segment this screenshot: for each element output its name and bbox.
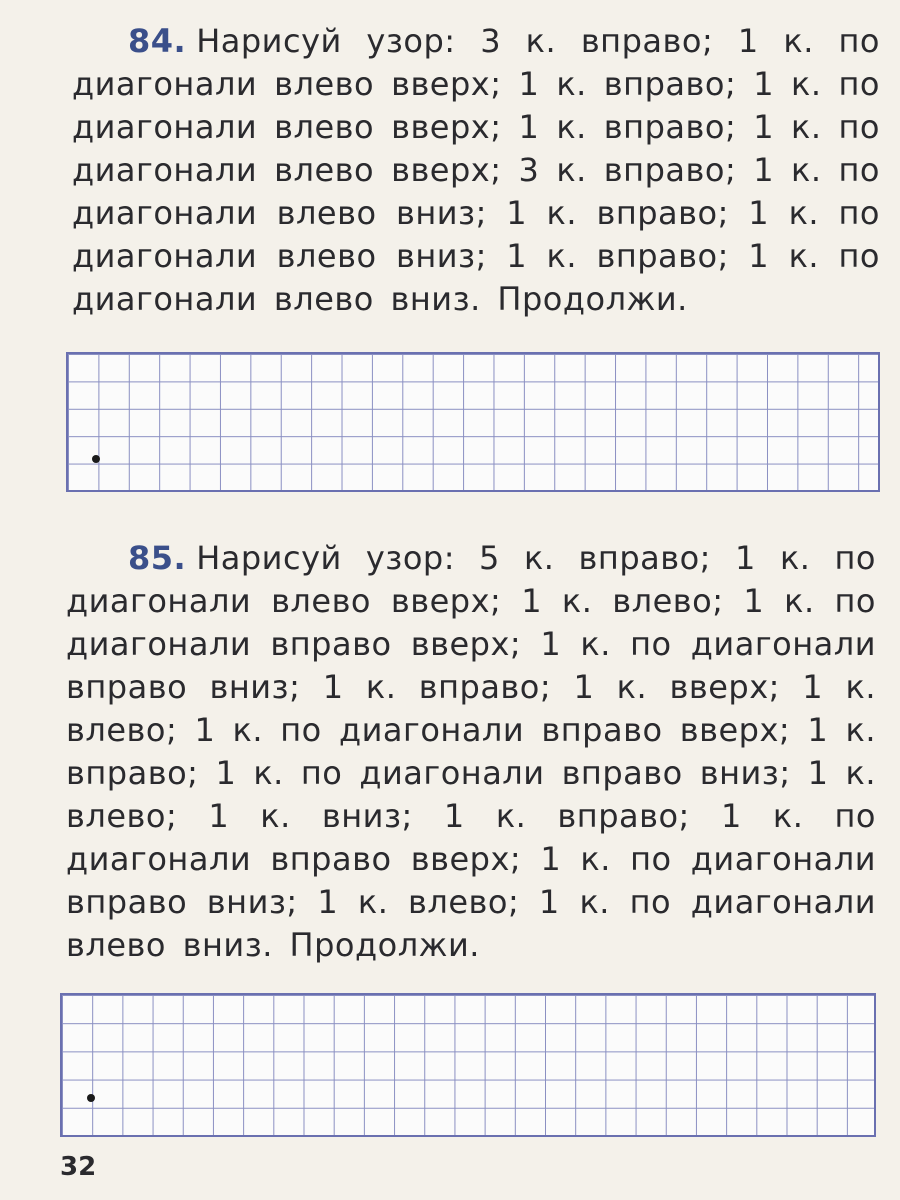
task-85-text: Нарисуй узор: 5 к. вправо; 1 к. по диагонали влево вверх; 1 к. влево; 1 к. по диагонали вправо вверх; 1 к. по диагонали вправо вниз; 1 к. вправо; 1 к. вверх; 1 к. влево; 1 к. по диагонали вправо вверх; 1 к. вправо; 1 к. по диагонали вправо вниз; 1 к. влево; 1 к. вниз; 1 к. вправо; 1 к. по диагонали вправо вверх; 1 к. по диагонали вправо вниз; 1 к. влево; 1 к. по диагонали влево вниз. Продолжи. bbox=[66, 539, 876, 964]
task-85-start-dot bbox=[87, 1094, 95, 1102]
task-85-grid[interactable] bbox=[60, 993, 876, 1137]
task-85-number: 85. bbox=[128, 539, 187, 577]
task-84-grid[interactable] bbox=[66, 352, 880, 492]
task-84-text: Нарисуй узор: 3 к. вправо; 1 к. по диагонали влево вверх; 1 к. вправо; 1 к. по диагонали влево вверх; 1 к. вправо; 1 к. по диагонали влево вверх; 3 к. вправо; 1 к. по диагонали влево вниз; 1 к. вправо; 1 к. по диагонали влево вниз; 1 к. вправо; 1 к. по диагонали влево вниз. Продолжи. bbox=[72, 22, 880, 318]
task-85 bbox=[66, 537, 876, 967]
task-84 bbox=[72, 20, 880, 321]
page-number: 32 bbox=[60, 1152, 97, 1182]
task-84-number: 84. bbox=[128, 22, 187, 60]
task-84-start-dot bbox=[92, 455, 100, 463]
